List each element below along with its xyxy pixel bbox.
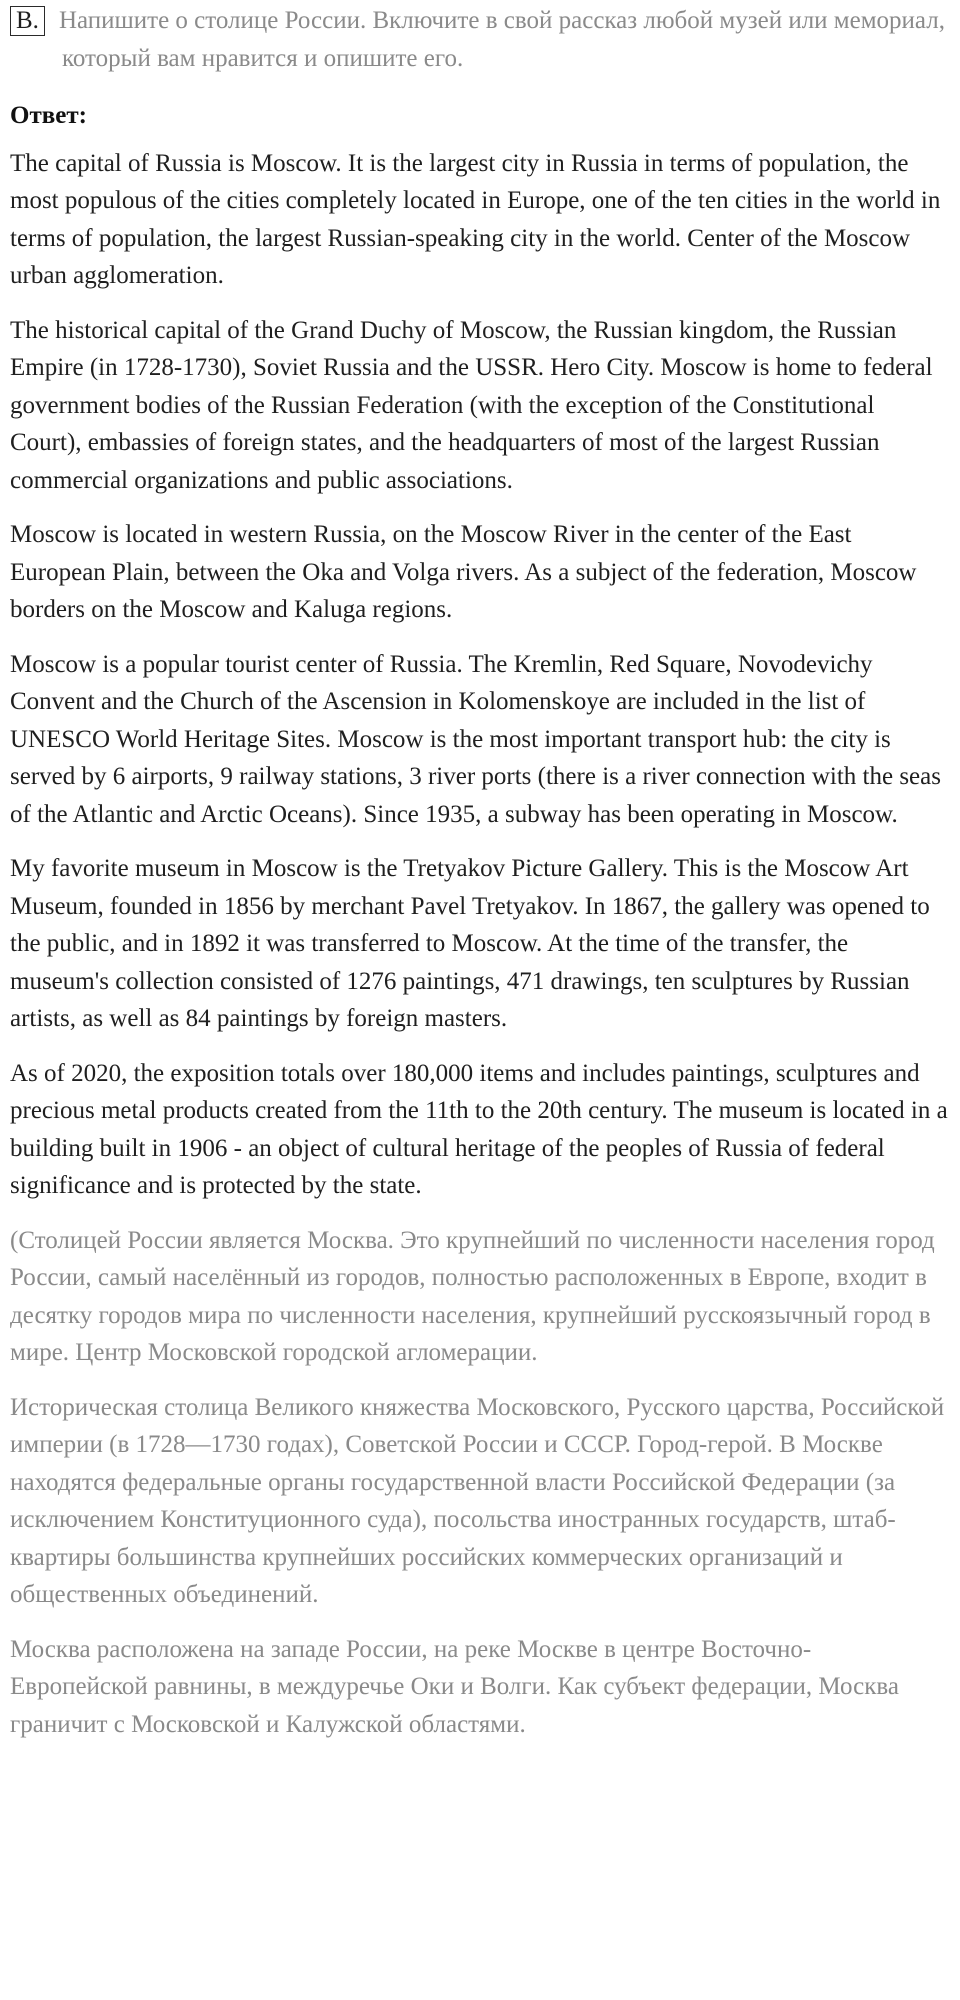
- answer-paragraph: The capital of Russia is Moscow. It is the largest city in Russia in terms of population, the most populous of the cities completely located in Europe, one of the ten cities in the world in terms of population, the largest Russian-speaking city in the world. Center of the Moscow urban agglomeration.: [10, 149, 941, 289]
- answer-heading: Ответ:: [10, 102, 87, 129]
- task-label: B.: [10, 6, 45, 36]
- task-prompt: [10, 2, 948, 77]
- answer-paragraph: Moscow is located in western Russia, on the Moscow River in the center of the East European Plain, between the Oka and Volga rivers. As a subject of the federation, Moscow borders on the Moscow and Kaluga regions.: [10, 521, 917, 623]
- answer-paragraph: The historical capital of the Grand Duchy of Moscow, the Russian kingdom, the Russian Empire (in 1728-1730), Soviet Russia and the USSR. Hero City. Moscow is home to federal government bodies of the Russian Federation (with the exception of the Constitutional Court), embassies of foreign states, and the headquarters of most of the largest Russian commercial organizations and public associations.: [10, 316, 933, 494]
- answer-russian-translation: [10, 1222, 948, 1744]
- translation-paragraph: Москва расположена на западе России, на реке Москве в центре Восточно-Европейской равнины, в междуречье Оки и Волги. Как субъект федерации, Москва граничит с Московской и Калужской областями.: [10, 1635, 899, 1738]
- task-text: Напишите о столице России. Включите в свой рассказ любой музей или мемориал, который вам нравится и опишите его.: [58, 7, 945, 72]
- answer-paragraph: My favorite museum in Moscow is the Tretyakov Picture Gallery. This is the Moscow Art Museum, founded in 1856 by merchant Pavel Tretyakov. In 1867, the gallery was opened to the public, and in 1892 it was transferred to Moscow. At the time of the transfer, the museum's collection consisted of 1276 paintings, 471 drawings, ten sculptures by Russian artists, as well as 84 paintings by foreign masters.: [10, 855, 930, 1032]
- answer-paragraph: As of 2020, the exposition totals over 180,000 items and includes paintings, sculptures and precious metal products created from the 11th to the 20th century. The museum is located in a building built in 1906 - an object of cultural heritage of the peoples of Russia of federal significance and is protected by the state.: [10, 1059, 948, 1199]
- answer-paragraph: Moscow is a popular tourist center of Russia. The Kremlin, Red Square, Novodevichy Convent and the Church of the Ascension in Kolomenskoye are included in the list of UNESCO World Heritage Sites. Moscow is the most important transport hub: the city is served by 6 airports, 9 railway stations, 3 river ports (there is a river connection with the seas of the Atlantic and Arctic Oceans). Since 1935, a subway has been operating in Moscow.: [10, 650, 941, 828]
- translation-paragraph: (Столицей России является Москва. Это крупнейший по численности населения город России, самый населённый из городов, полностью расположенных в Европе, входит в десятку городов мира по численности населения, крупнейший русскоязычный город в мире. Центр Московской городской агломерации.: [10, 1226, 935, 1366]
- answer-english: [10, 145, 948, 1205]
- translation-paragraph: Историческая столица Великого княжества Московского, Русского царства, Российской империи (в 1728—1730 годах), Советской России и СССР. Город-герой. В Москве находятся федеральные органы государственной власти Российской Федерации (за исключением Конституционного суда), посольства иностранных государств, штаб-квартиры большинства крупнейших российских коммерческих организаций и общественных объединений.: [10, 1393, 945, 1608]
